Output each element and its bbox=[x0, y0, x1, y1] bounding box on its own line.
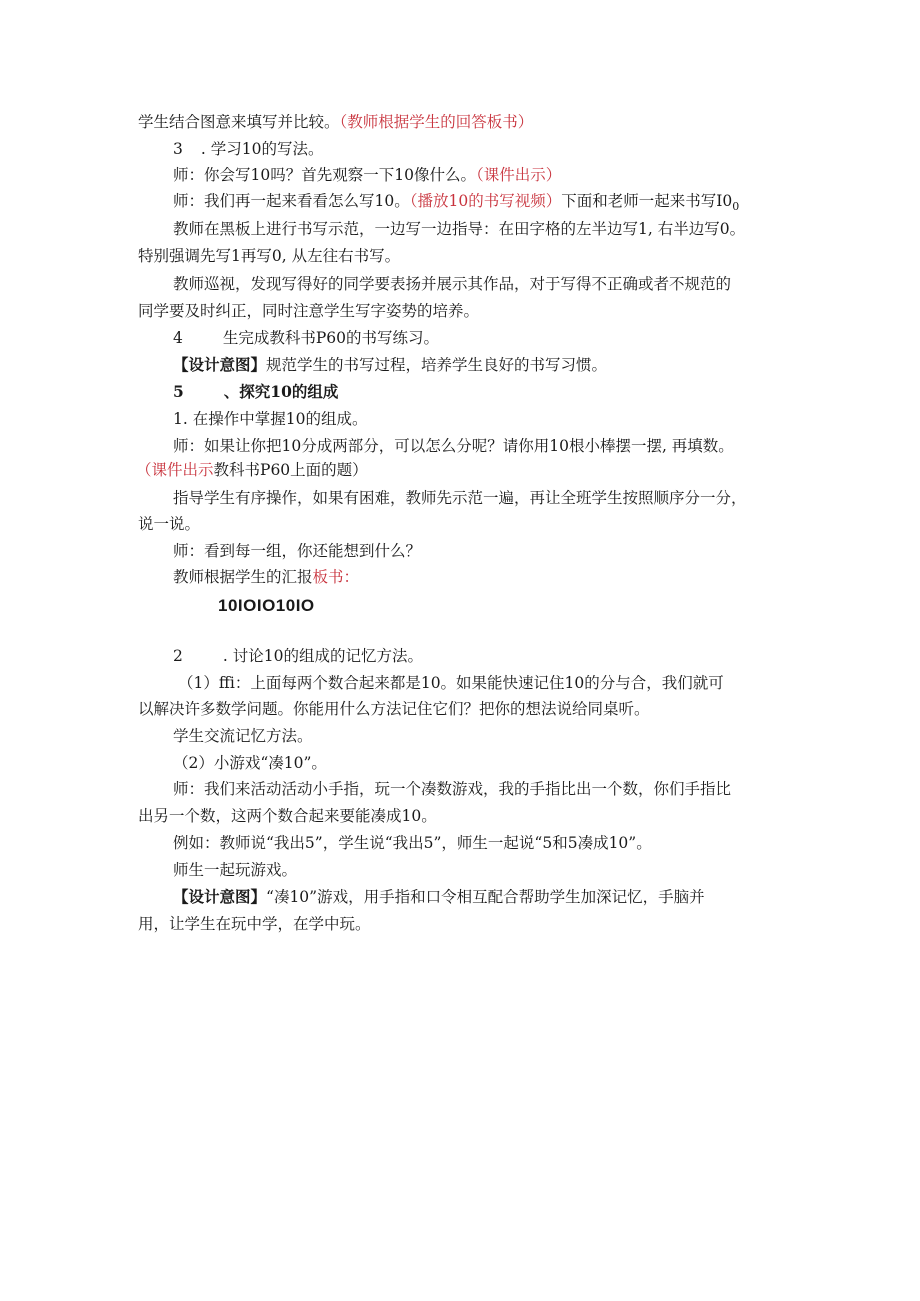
paragraph-line bbox=[138, 245, 798, 267]
body-text: 师：我们来活动活动小手指，玩一个凑数游戏，我的手指比出一个数，你们手指比 bbox=[173, 780, 732, 798]
paragraph-line bbox=[173, 435, 833, 457]
paragraph-line bbox=[138, 111, 798, 133]
body-text: 说一说。 bbox=[138, 515, 201, 533]
body-text: “凑10”游戏，用手指和口令相互配合帮助学生加深记忆，手脑并 bbox=[266, 888, 705, 906]
body-text: 指导学生有序操作，如果有困难，教师先示范一遍，再让全班学生按照顺序分一分， bbox=[173, 489, 747, 507]
paragraph-line bbox=[173, 566, 833, 588]
body-text: 教师巡视，发现写得好的同学要表扬并展示其作品，对于写得不正确或者不规范的 bbox=[173, 275, 732, 293]
body-text: （2）小游戏“凑10”。 bbox=[173, 754, 327, 772]
teacher-note: 板书： bbox=[312, 568, 360, 586]
body-text: 师：我们再一起来看看怎么写10。 bbox=[173, 192, 410, 210]
paragraph-line bbox=[173, 540, 833, 562]
heading-number: 3 bbox=[173, 140, 183, 158]
paragraph-line bbox=[173, 752, 833, 774]
body-text: 1. 在操作中掌握10的组成。 bbox=[173, 410, 368, 428]
teacher-note: （课件出示 bbox=[136, 461, 214, 479]
teacher-note: （播放10的书写视频） bbox=[409, 192, 562, 210]
body-text: 规范学生的书写过程，培养学生良好的书写习惯。 bbox=[266, 356, 608, 374]
paragraph-line bbox=[173, 273, 833, 295]
section-heading bbox=[173, 138, 833, 160]
body-text: 教师在黑板上进行书写示范，一边写一边指导：在田字格的左半边写1, 右半边写0。 bbox=[173, 220, 746, 238]
section-heading bbox=[173, 645, 833, 667]
paragraph-line bbox=[138, 300, 798, 322]
heading-text: 、探究10的组成 bbox=[223, 382, 339, 401]
body-text: 同学要及时纠正，同时注意学生写字姿势的培养。 bbox=[138, 302, 480, 320]
paragraph-line bbox=[178, 672, 838, 694]
paragraph-line bbox=[173, 354, 833, 376]
body-text: 学生交流记忆方法。 bbox=[173, 727, 313, 745]
body-text: 下面和老师一起来书写I0 bbox=[561, 192, 733, 210]
heading-text: 生完成教科书P60的书写练习。 bbox=[222, 329, 440, 347]
body-text: 教师根据学生的汇报 bbox=[173, 568, 313, 586]
body-text: 师：看到每一组，你还能想到什么？ bbox=[173, 542, 422, 560]
section-heading bbox=[173, 381, 833, 403]
paragraph-line bbox=[173, 859, 833, 881]
paragraph-line bbox=[138, 805, 798, 827]
teacher-note: （教师根据学生的回答板书） bbox=[339, 113, 534, 131]
body-text: 特别强调先写1再写0, 从左往右书写。 bbox=[138, 247, 401, 265]
heading-text: . 学习10的写法。 bbox=[200, 140, 324, 158]
body-text: 教科书P60上面的题） bbox=[213, 461, 368, 479]
paragraph-line bbox=[138, 913, 798, 935]
body-text: 学生结合图意来填写并比较。 bbox=[138, 113, 340, 131]
paragraph-line bbox=[173, 408, 833, 430]
subscript-text: 0 bbox=[732, 200, 740, 214]
body-text: 师：你会写10吗？首先观察一下10像什么。 bbox=[173, 166, 476, 184]
section-heading bbox=[173, 327, 833, 349]
body-text: 以解决许多数学问题。你能用什么方法记住它们？把你的想法说给同桌听。 bbox=[138, 700, 650, 718]
body-text: （1）ffi：上面每两个数合起来都是10。如果能快速记住10的分与合，我们就可 bbox=[178, 674, 724, 692]
body-text: 例如：教师说“我出5”，学生说“我出5”，师生一起说“5和5凑成10”。 bbox=[173, 834, 652, 852]
paragraph-line bbox=[173, 778, 833, 800]
paragraph-line bbox=[173, 886, 833, 908]
design-intent-label: 【设计意图】 bbox=[173, 887, 267, 906]
paragraph-line bbox=[173, 725, 833, 747]
blackboard-content: 10IOIO10IO bbox=[218, 596, 315, 615]
body-text: 用，让学生在玩中学，在学中玩。 bbox=[138, 915, 371, 933]
heading-number: 2 bbox=[173, 647, 183, 665]
heading-text: . 讨论10的组成的记忆方法。 bbox=[222, 647, 423, 665]
paragraph-line bbox=[138, 698, 798, 720]
paragraph-line bbox=[136, 459, 796, 481]
paragraph-line bbox=[173, 487, 833, 509]
paragraph-line bbox=[173, 190, 833, 218]
paragraph-line bbox=[138, 513, 798, 535]
heading-number: 5 bbox=[173, 382, 184, 401]
teacher-note: （课件出示） bbox=[475, 166, 562, 184]
body-text: 师生一起玩游戏。 bbox=[173, 861, 298, 879]
body-text: 师：如果让你把10分成两部分，可以怎么分呢？请你用10根小棒摆一摆, 再填数。 bbox=[173, 437, 734, 455]
design-intent-label: 【设计意图】 bbox=[173, 355, 267, 374]
body-text: 出另一个数，这两个数合起来要能凑成10。 bbox=[138, 807, 437, 825]
paragraph-line bbox=[173, 218, 833, 240]
paragraph-line bbox=[173, 164, 833, 186]
heading-number: 4 bbox=[173, 329, 183, 347]
paragraph-line bbox=[173, 832, 833, 854]
